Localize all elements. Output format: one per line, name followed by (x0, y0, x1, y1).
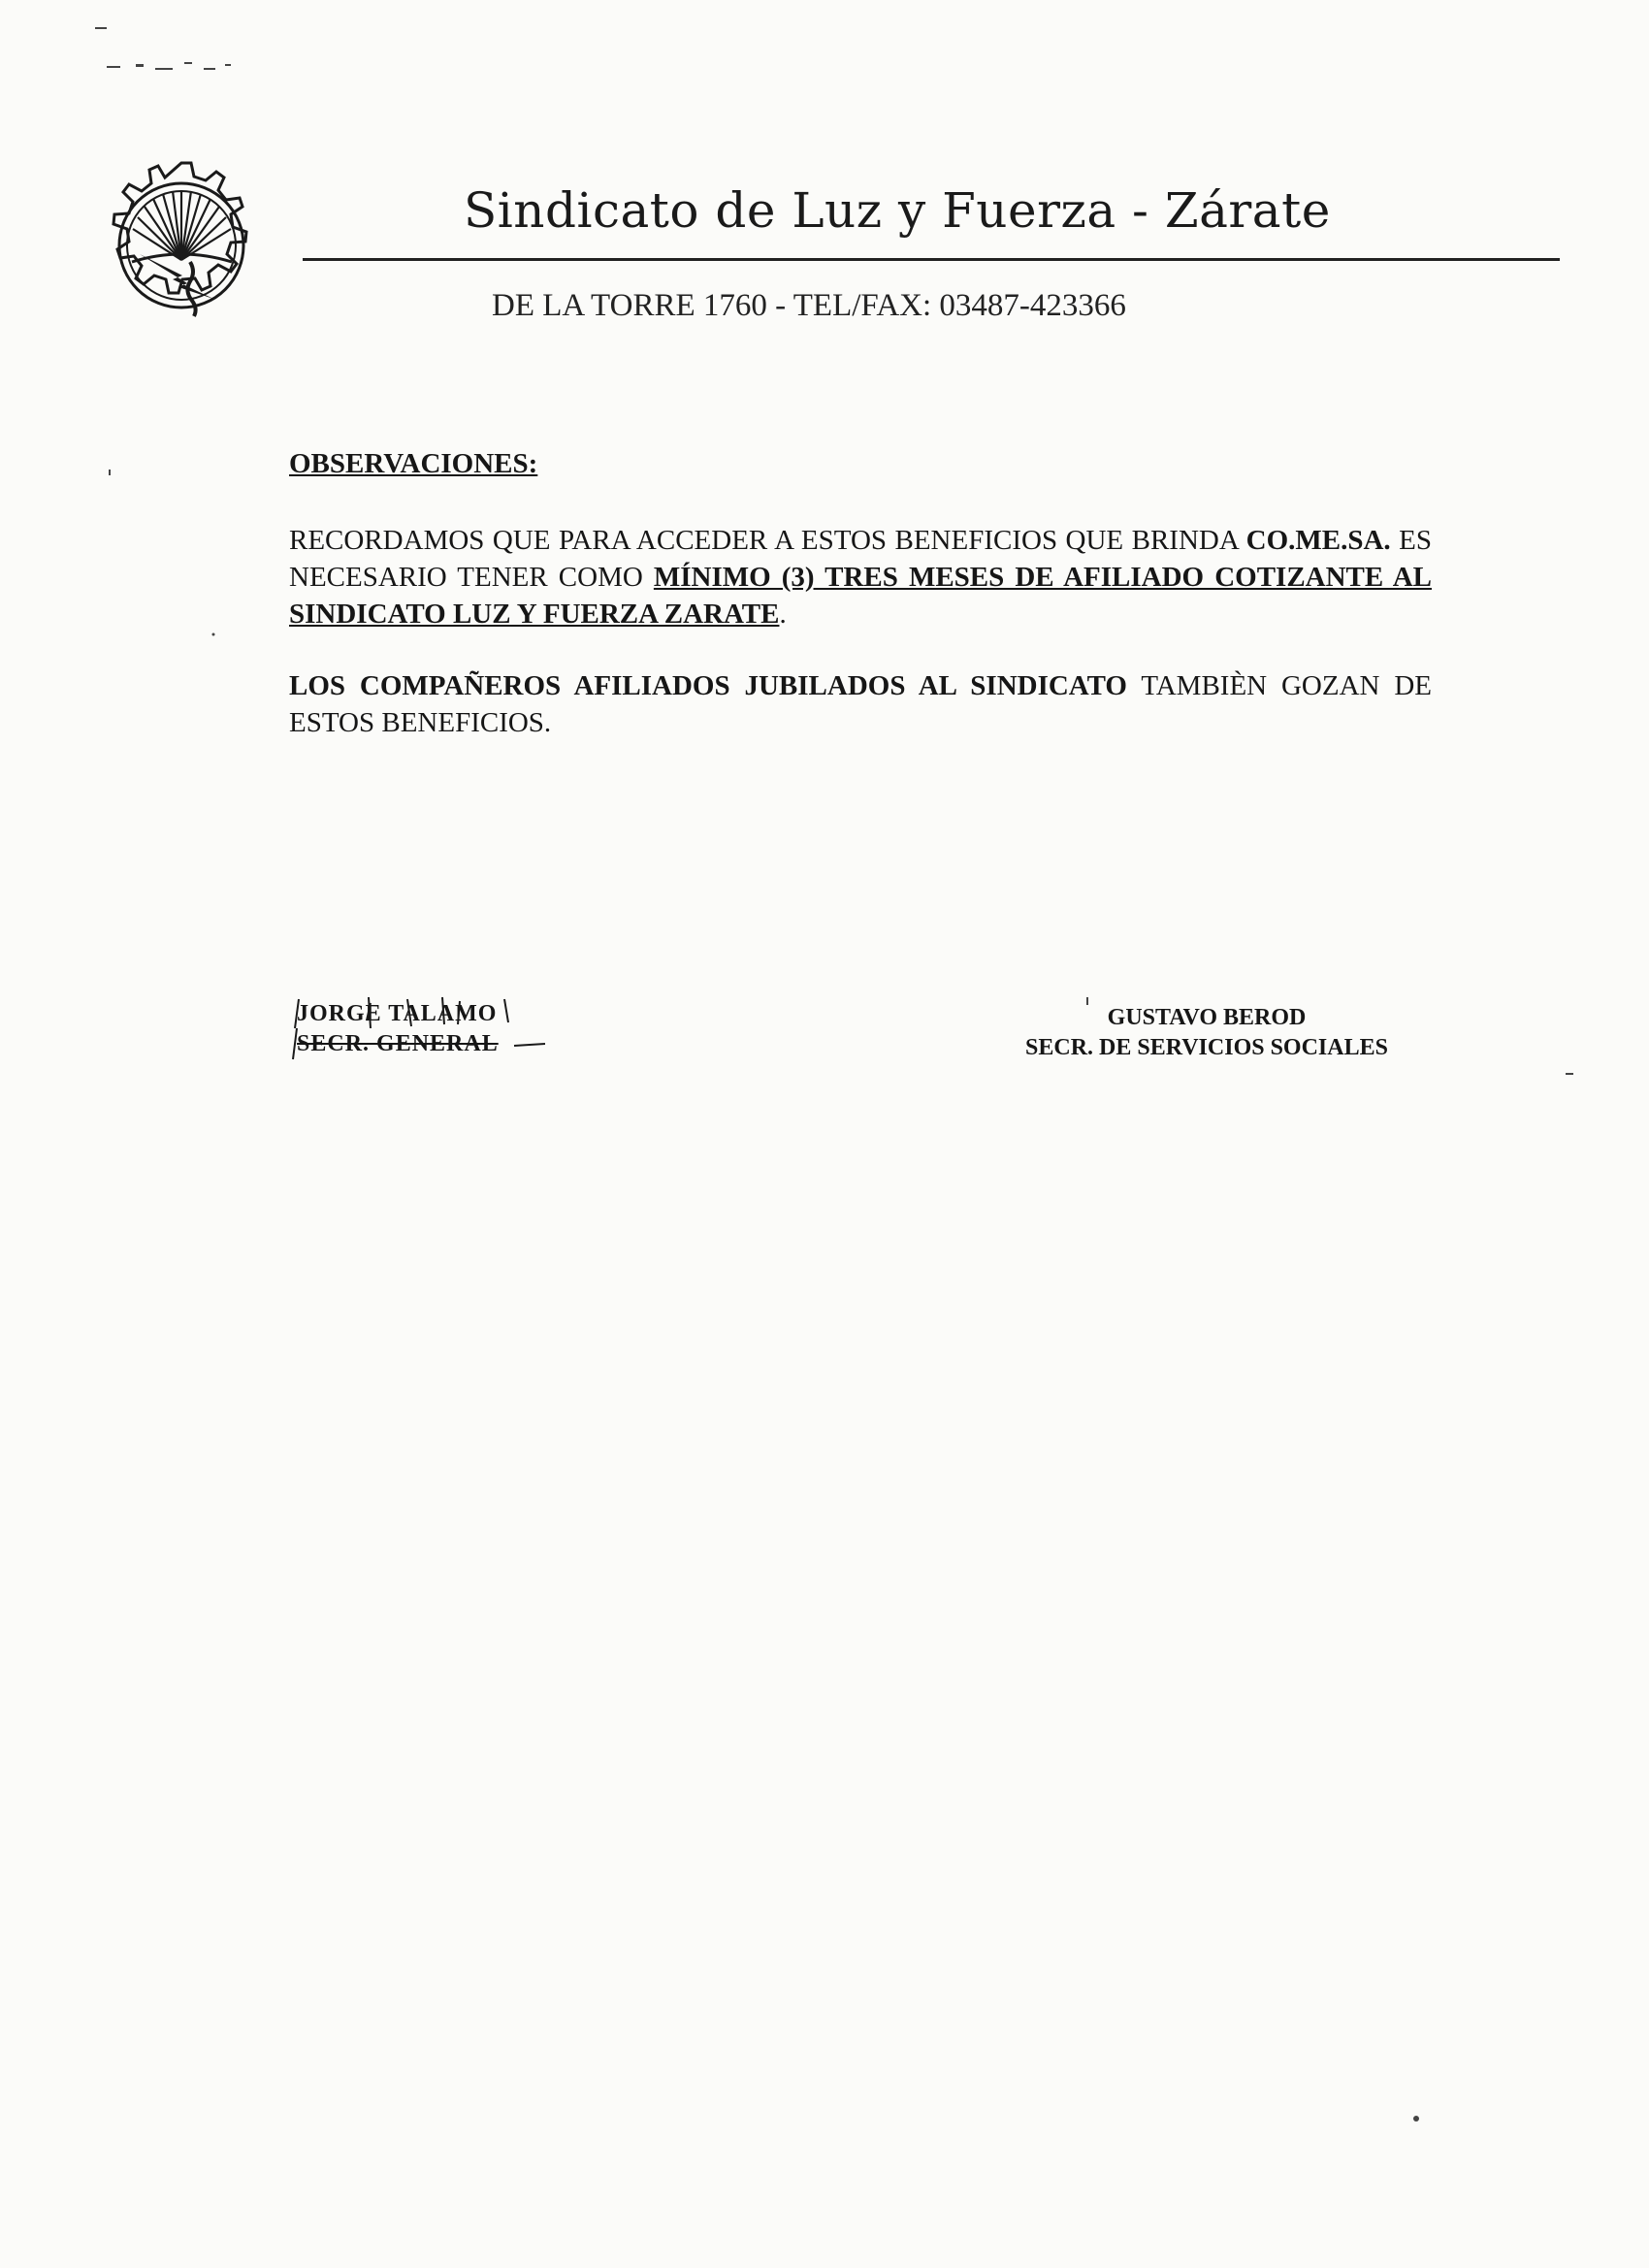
paragraph-1-text-b: ES NECESARIO TENER COMO (289, 525, 1432, 593)
paragraph-1-text-a: RECORDAMOS QUE PARA ACCEDER A ESTOS BENEFICIOS QUE BRINDA (289, 525, 1246, 556)
signatory-right-role: SECR. DE SERVICIOS SOCIALES (1025, 1035, 1388, 1060)
retired-members-label: LOS COMPAÑEROS AFILIADOS JUBILADOS AL SINDICATO (289, 670, 1127, 701)
observations-paragraph-1 (289, 522, 1432, 632)
organization-name: Sindicato de Luz y Fuerza - Zárate (464, 182, 1331, 239)
minimum-requirement: MÍNIMO (3) TRES MESES DE AFILIADO COTIZANTE AL SINDICATO LUZ Y FUERZA ZARATE (289, 562, 1432, 630)
signatory-left-name: JORGE TALAMO (297, 1001, 498, 1026)
header-divider (303, 258, 1560, 261)
signature-right (993, 1003, 1420, 1063)
signatory-left-role: SECR. GENERAL (297, 1031, 499, 1056)
paragraph-2-text: TAMBIÈN GOZAN DE ESTOS BENEFICIOS. (289, 670, 1432, 738)
organization-address: DE LA TORRE 1760 - TEL/FAX: 03487-423366 (492, 288, 1126, 323)
paragraph-1-end: . (779, 599, 787, 630)
observations-title: OBSERVACIONES: (289, 448, 538, 479)
comesa-label: CO.ME.SA. (1245, 525, 1391, 556)
observations-paragraph-2 (289, 667, 1432, 741)
signatory-right-name: GUSTAVO BEROD (1107, 1005, 1307, 1030)
signature-scribble-icon (291, 995, 545, 1063)
union-logo-icon (89, 153, 274, 338)
